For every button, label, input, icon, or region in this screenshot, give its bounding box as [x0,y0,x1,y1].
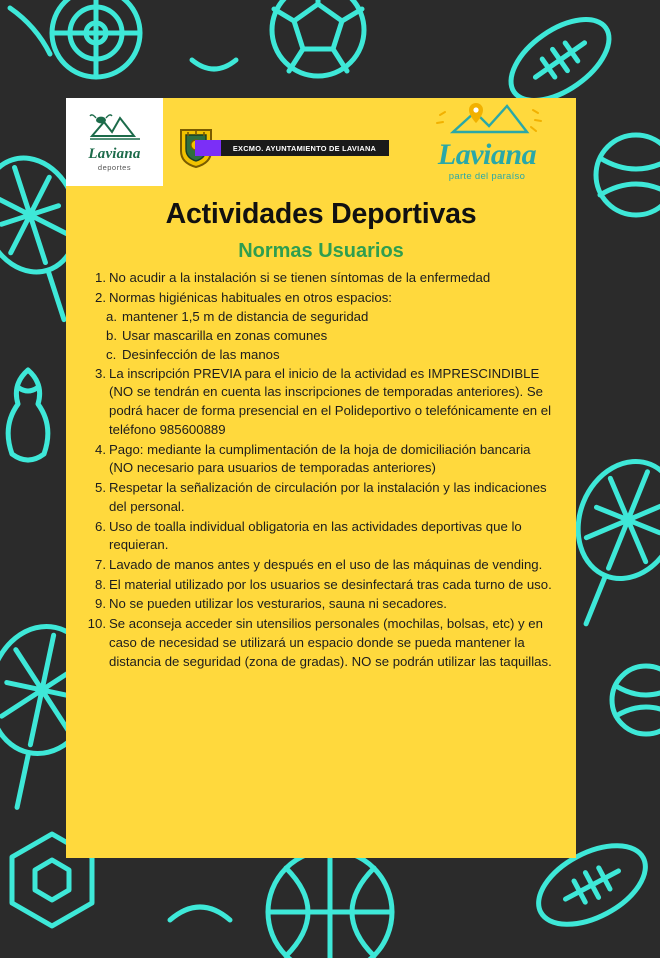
pin-mountain-icon [423,102,551,136]
rule-number: 4. [95,441,106,457]
rule-item [84,518,554,555]
logo-laviana-deportes [66,98,163,186]
rule-sublist [84,308,554,364]
rule-item [84,289,554,308]
bee-mountain-icon [88,112,142,142]
rule-text: Normas higiénicas habituales en otros espacios: [109,289,392,305]
rule-item [84,615,554,671]
rule-number: 9. [95,596,106,612]
rule-number: 6. [95,518,106,534]
logo-left-name: Laviana [88,146,141,163]
rule-number: 1. [95,270,106,285]
rule-subitem-number: c. [106,346,117,362]
rule-subitem-number: b. [106,328,117,344]
rule-subitem [106,308,554,327]
ayuntamiento-block [163,98,404,186]
rule-text: El material utilizado por los usuarios se desinfectará tras cada turno de uso. [109,576,552,592]
rule-number: 8. [95,576,106,592]
rule-subitem-text: Desinfección de las manos [122,346,280,362]
rule-text: La inscripción PREVIA para el inicio de la actividad es IMPRESCINDIBLE (NO se tendrán en cuenta las inscripciones de temporadas anteriores). Se podrá hacer de forma presencial en el Polideportivo o telefónicamente en el teléfono 985600889 [109,365,552,437]
poster-card [66,98,576,858]
rule-item [84,595,554,614]
rule-number: 10. [87,616,106,632]
page-subtitle: Normas Usuarios [238,240,404,262]
logo-laviana-paraiso [404,98,576,186]
rule-subitem-number: a. [106,309,117,325]
rule-item [84,556,554,575]
rule-subitem-text: mantener 1,5 m de distancia de seguridad [122,309,369,325]
rule-item [84,269,554,288]
ayuntamiento-band: EXCMO. AYUNTAMIENTO DE LAVIANA [221,140,389,156]
rule-subitem [106,327,554,346]
rule-number: 5. [95,480,106,496]
rule-item [84,365,554,440]
rules-list [66,269,576,671]
rule-text: Pago: mediante la cumplimentación de la hoja de domiciliación bancaria (NO necesario para usuarios de temporadas anteriores) [109,441,531,476]
rule-text: Se aconseja acceder sin utensilios personales (mochilas, bolsas, etc) y en caso de necesidad se utilizará un espacio donde se pueda mantener la distancia de seguridad (zona de gradas). NO se podrán utilizar las taquillas. [109,616,552,669]
poster-header [66,98,576,186]
rule-text: Respetar la señalización de circulación por la instalación y las indicaciones del personal. [109,480,547,514]
logo-right-subtitle: parte del paraíso [448,171,526,183]
rule-item [84,479,554,516]
page-title: Actividades Deportivas [165,198,477,230]
logo-right-name: Laviana [437,138,537,172]
rule-number: 7. [95,557,106,573]
rule-text: Lavado de manos antes y después en el uso de las máquinas de vending. [109,557,543,573]
rule-item [84,576,554,595]
rule-text: No se pueden utilizar los vesturarios, sauna ni secadores. [109,596,447,612]
rule-subitem [106,346,554,365]
rule-item [84,441,554,478]
rule-text: Uso de toalla individual obligatoria en las actividades deportivas que lo requieran. [109,518,522,553]
rule-number: 3. [95,365,106,381]
rule-subitem-text: Usar mascarilla en zonas comunes [122,328,328,344]
rule-number: 2. [95,289,106,305]
rule-text: No acudir a la instalación si se tienen síntomas de la enfermedad [109,270,491,285]
logo-left-subtitle: deportes [97,162,132,172]
